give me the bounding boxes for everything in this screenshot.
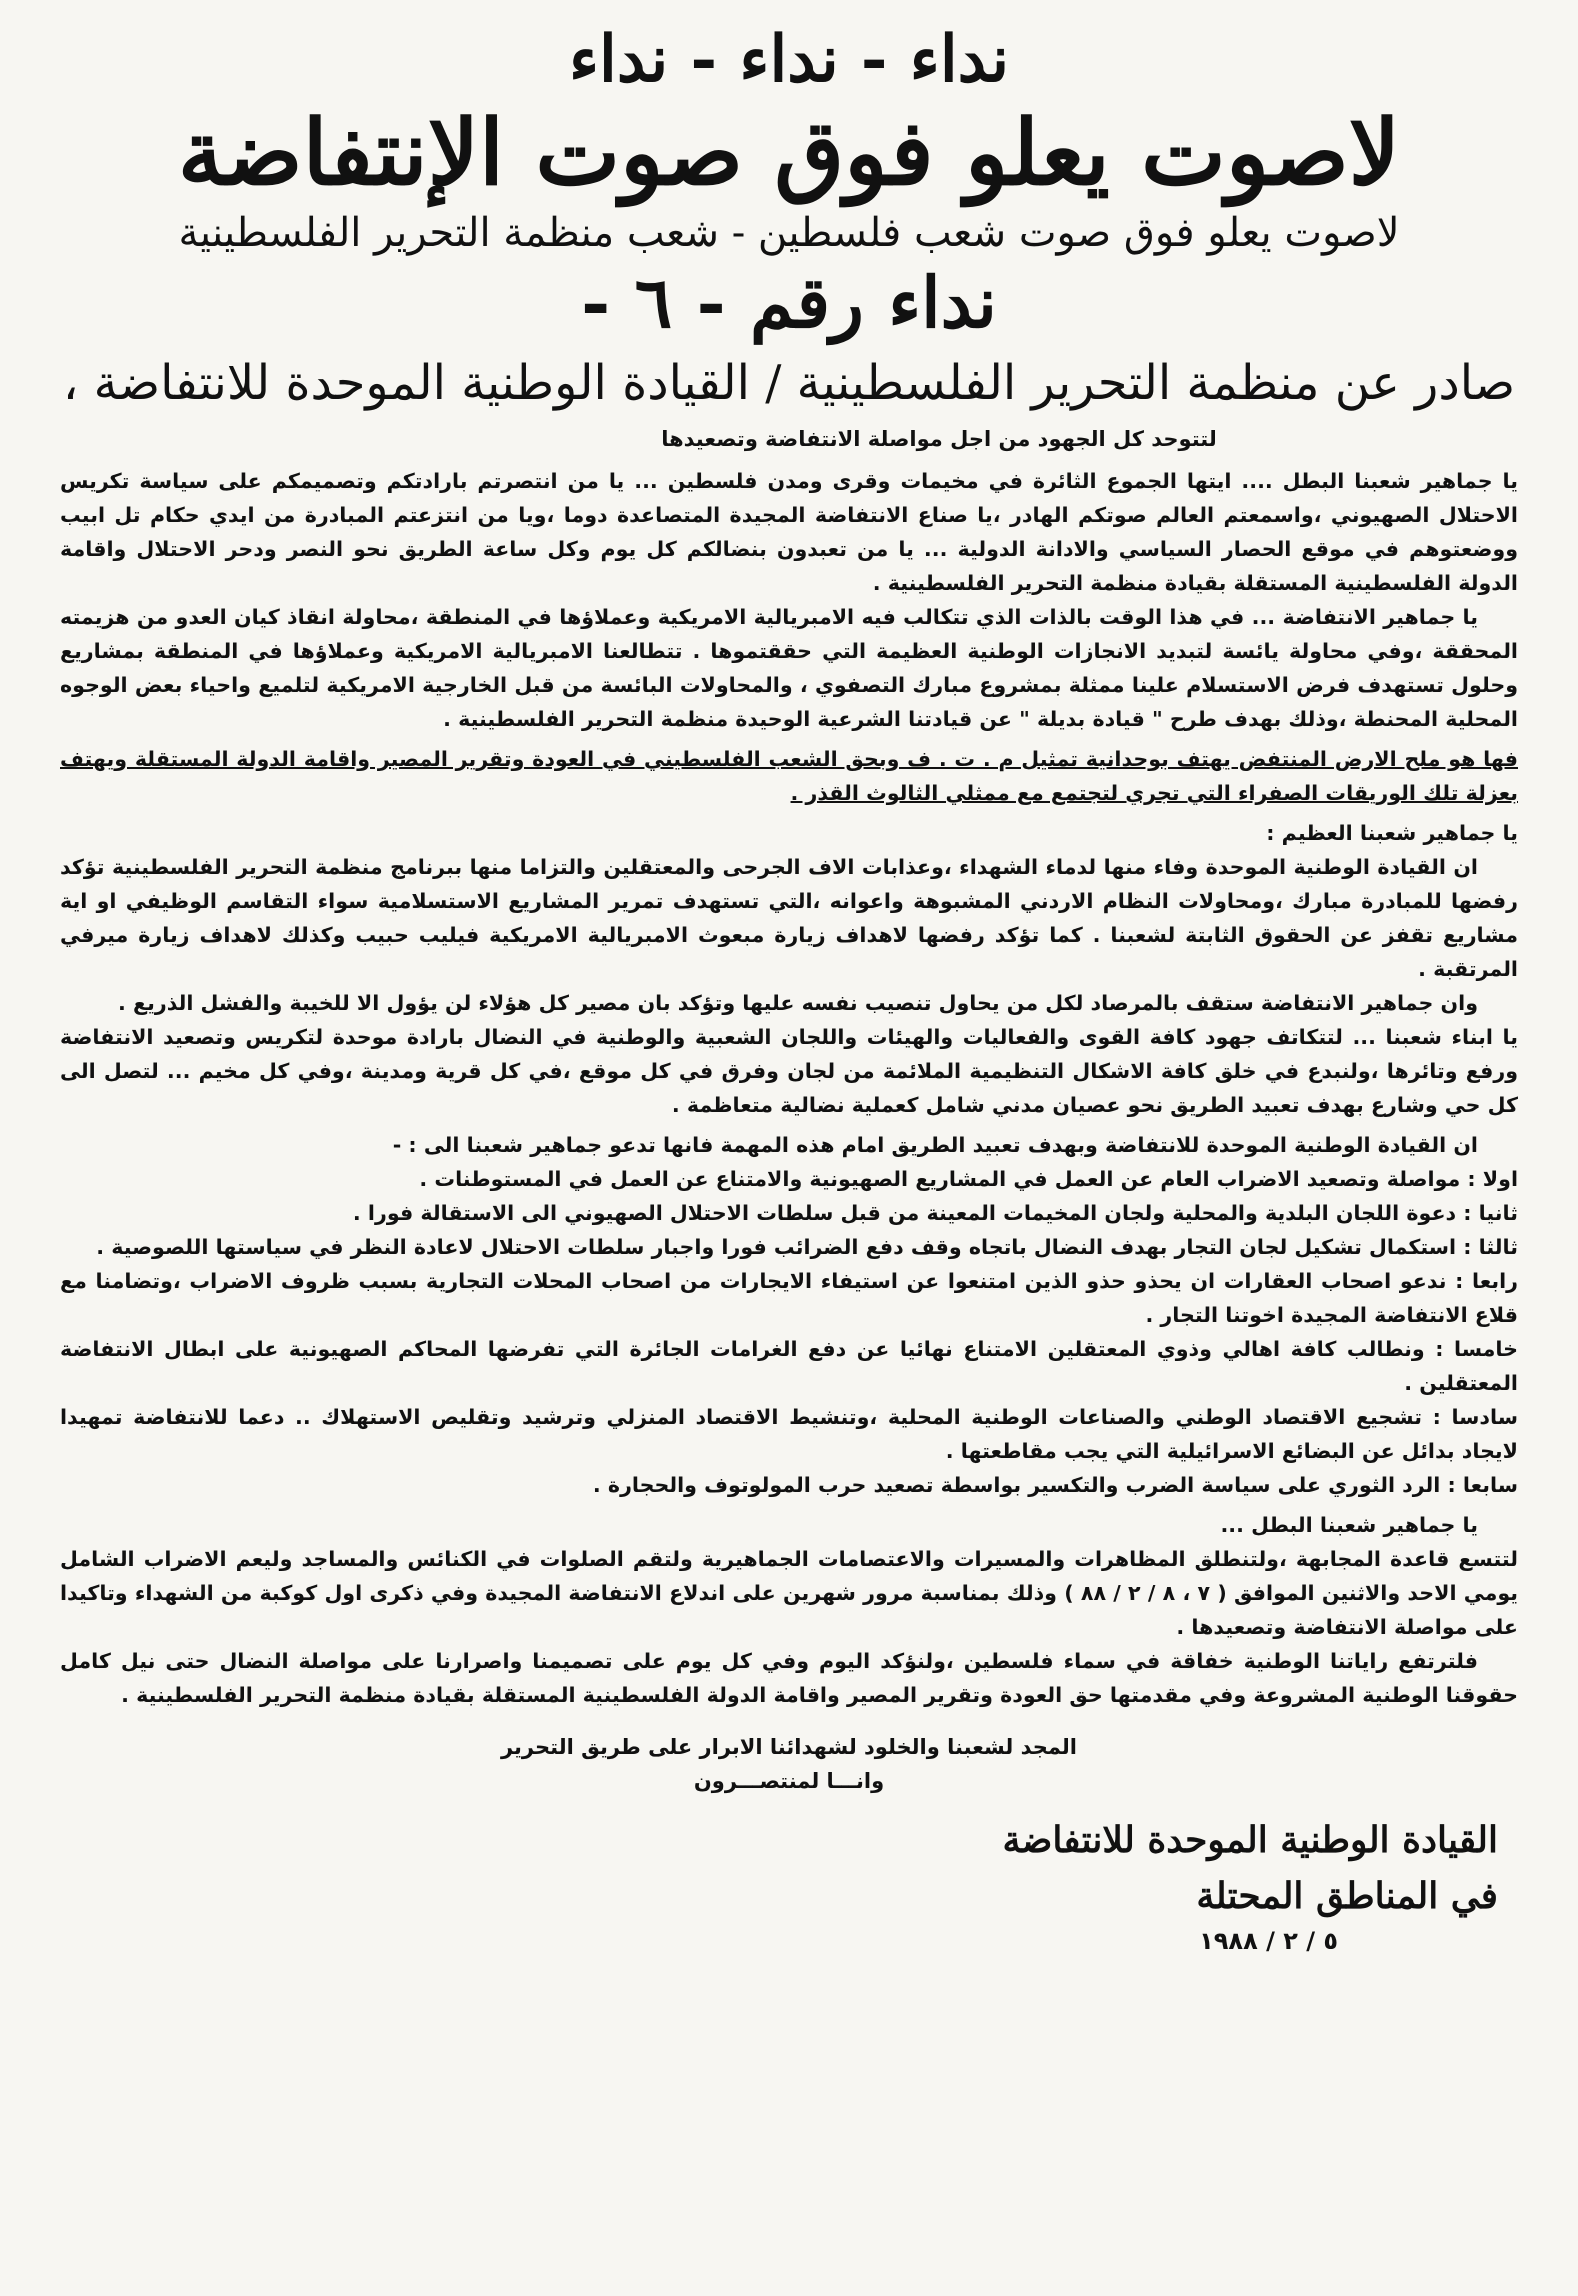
list-item: سادسا : تشجيع الاقتصاد الوطني والصناعات الوطنية المحلية ،وتنشيط الاقتصاد المنزلي وترشيد وتقليص الاستهلاك .. دعما للانتفاضة تمهيدا لايجاد بدائل عن البضائع الاسرائيلية التي يجب مقاطعتها . bbox=[60, 1405, 1518, 1463]
signature-block bbox=[60, 1812, 1518, 1958]
paragraph-final: فلترتفع راياتنا الوطنية خفاقة في سماء فلسطين ،ولنؤكد اليوم وفي كل يوم على تصميمنا واصرارنا على مواصلة النضال حتى نيل كامل حقوقنا الوطنية المشروعة وفي مقدمتها حق العودة وتقرير المصير واقامة الدولة الفلسطينية المستقلة بقيادة منظمة التحرير الفلسطينية . bbox=[60, 1649, 1518, 1707]
leaflet-header bbox=[60, 20, 1518, 416]
list-item: اولا : مواصلة وتصعيد الاضراب العام عن العمل في المشاريع الصهيونية والامتناع عن العمل في المستوطنات . bbox=[419, 1167, 1518, 1191]
list-item: ثالثا : استكمال تشكيل لجان التجار بهدف النضال باتجاه وقف دفع الضرائب فورا واجبار سلطات الاحتلال لاعادة النظر في سياستها اللصوصية . bbox=[96, 1235, 1518, 1259]
closing-block bbox=[60, 1730, 1518, 1798]
sub-slogan: لاصوت يعلو فوق صوت شعب فلسطين - شعب منظمة التحرير الفلسطينية bbox=[178, 210, 1400, 256]
signature-line-2: في المناطق المحتلة bbox=[1196, 1875, 1498, 1917]
signature-line-1: القيادة الوطنية الموحدة للانتفاضة bbox=[1002, 1819, 1498, 1861]
paragraph-organize: يا ابناء شعبنا ... لتتكاتف جهود كافة القوى والفعاليات والهيئات واللجان الشعبية والوطنية في النضال بارادة موحدة لتكريس وتصعيد الانتفاضة ورفع وتائرها ،ولنبدع في خلق كافة الاشكال التنظيمية الملائمة من لجان وفرق في كل موقع ،في كل قرية ومدينة ،وفي كل مخيم ... لتصل الى كل حي وشارع بهدف تعبيد الطريق نحو عصيان مدني شامل كعملية نضالية متعاظمة . bbox=[60, 1025, 1518, 1117]
closing-line-2: وانـــا لمنتصـــرون bbox=[693, 1769, 885, 1793]
list-item: ثانيا : دعوة اللجان البلدية والمحلية ولجان المخيمات المعينة من قبل سلطات الاحتلال الصهيوني الى الاستقالة فورا . bbox=[352, 1201, 1518, 1225]
lead-line: لتتوحد كل الجهود من اجل مواصلة الانتفاضة وتصعيدها bbox=[661, 427, 1217, 451]
paragraph-address: يا جماهير شعبنا البطل .... ايتها الجموع الثائرة في مخيمات وقرى ومدن فلسطين ... يا من انتصرتم بارادتكم وتصميمكم على سياسة تكريس الاحتلال الصهيوني ،واسمعتم العالم صوتكم الهادر ،يا صناع الانتفاضة المجيدة المتصاعدة دوما ،ويا من انتزعتم المبادرة من ايدي حكام تل ابيب ووضعتوهم في موقع الحصار السياسي والادانة الدولية ... يا من تعبدون بنضالكم كل يوم وكل ساعة الطريق نحو النصر ودحر الاحتلال واقامة الدولة الفلسطينية المستقلة بقيادة منظمة التحرير الفلسطينية . bbox=[60, 469, 1518, 595]
list-item: خامسا : ونطالب كافة اهالي وذوي المعتقلين الامتناع نهائيا عن دفع الغرامات الجائرة التي تفرضها المحاكم الصهيونية على ابطال الانتفاضة المعتقلين . bbox=[60, 1337, 1518, 1395]
leaflet-page bbox=[60, 20, 1518, 2276]
paragraph-heading: يا جماهير شعبنا العظيم : bbox=[1266, 821, 1518, 845]
issuer-line: صادر عن منظمة التحرير الفلسطينية / القيادة الوطنية الموحدة للانتفاضة ، bbox=[62, 355, 1516, 411]
paragraph-call-intro: ان القيادة الوطنية الموحدة للانتفاضة وبهدف تعبيد الطريق امام هذه المهمة فانها تدعو جماهير شعبنا الى : - bbox=[392, 1133, 1478, 1157]
paragraph-conspiracy: يا جماهير الانتفاضة ... في هذا الوقت بالذات الذي تتكالب فيه الامبريالية الامريكية وعملاؤها في المنطقة ،محاولة انقاذ كيان العدو من هزيمته المحققة ،وفي محاولة يائسة لتبديد الانجازات الوطنية العظيمة التي حققتموها . تتطالعنا الامبريالية الامريكية وعملاؤها في المنطقة بمشاريع وحلول تستهدف فرض الاستسلام علينا ممثلة بمشروع مبارك التصفوي ، والمحاولات البائسة من قبل الخارجية الامريكية لتلميع واحياء بعض الوجوه المحلية المحنطة ،وذلك بهدف طرح " قيادة بديلة " عن قيادتنا الشرعية الوحيدة منظمة التحرير الفلسطينية . bbox=[60, 605, 1518, 731]
list-item: رابعا : ندعو اصحاب العقارات ان يحذو حذو الذين امتنعوا عن استيفاء الايجارات من اصحاب المحلات التجارية بسبب ظروف الاضراب ،وتضامنا مع قلاع الانتفاضة المجيدة اخوتنا التجار . bbox=[60, 1269, 1518, 1327]
list-item: سابعا : الرد الثوري على سياسة الضرب والتكسير بواسطة تصعيد حرب المولوتوف والحجارة . bbox=[592, 1473, 1518, 1497]
leaflet-body bbox=[60, 464, 1518, 1712]
paragraph-rejection: ان القيادة الوطنية الموحدة وفاء منها لدماء الشهداء ،وعذابات الاف الجرحى والمعتقلين والتزاما منها ببرنامج منظمة التحرير الفلسطينية تؤكد رفضها للمبادرة مبارك ،ومحاولات النظام الاردني المشبوهة واعوانه ،التي تستهدف تمرير المشاريع الاستسلامية سواء التقاسم الوظيفي او اية مشاريع تقفز عن الحقوق الثابتة لشعبنا . كما تؤكد رفضها لاهداف زيارة مبعوث الامبريالية الامريكية فيليب حبيب وكذلك لاهداف زيارة ميرفي المرتقبة . bbox=[60, 855, 1518, 981]
paragraph-strike: لتتسع قاعدة المجابهة ،ولتنطلق المظاهرات والمسيرات والاعتصامات الجماهيرية ولتقم الصلوات في الكنائس والمساجد وليعم الاضراب الشامل يومي الاحد والاثنين الموافق ( ٧ ، ٨ / ٢ / ٨٨ ) وذلك بمناسبة مرور شهرين على اندلاع الانتفاضة المجيدة وفي ذكرى اول كوكبة من الشهداء وتاكيدا على مواصلة الانتفاضة وتصعيدها . bbox=[60, 1547, 1518, 1639]
paragraph-heading-2: يا جماهير شعبنا البطل ... bbox=[1220, 1513, 1478, 1537]
paragraph-underlined: فها هو ملح الارض المنتفض يهتف بوحدانية تمثيل م . ت . ف وبحق الشعب الفلسطيني في العودة وتقرير المصير واقامة الدولة المستقلة ويهتف بعزلة تلك الوريقات الصفراء التي تجري لتجتمع مع ممثلي الثالوث القذر . bbox=[60, 747, 1518, 805]
closing-line-1: المجد لشعبنا والخلود لشهدائنا الابرار على طريق التحرير bbox=[500, 1735, 1077, 1759]
paragraph-warning: وان جماهير الانتفاضة ستقف بالمرصاد لكل من يحاول تنصيب نفسه عليها وتؤكد بان مصير كل هؤلاء لن يؤول الا للخيبة والفشل الذريع . bbox=[118, 991, 1478, 1015]
signature-date: ٥ / ٢ / ١٩٨٨ bbox=[1199, 1927, 1338, 1955]
slogan-title: لاصوت يعلو فوق صوت الإنتفاضة bbox=[177, 100, 1401, 206]
call-title: نداء - نداء - نداء bbox=[568, 22, 1010, 97]
call-number: نداء رقم - ٦ - bbox=[581, 261, 997, 344]
